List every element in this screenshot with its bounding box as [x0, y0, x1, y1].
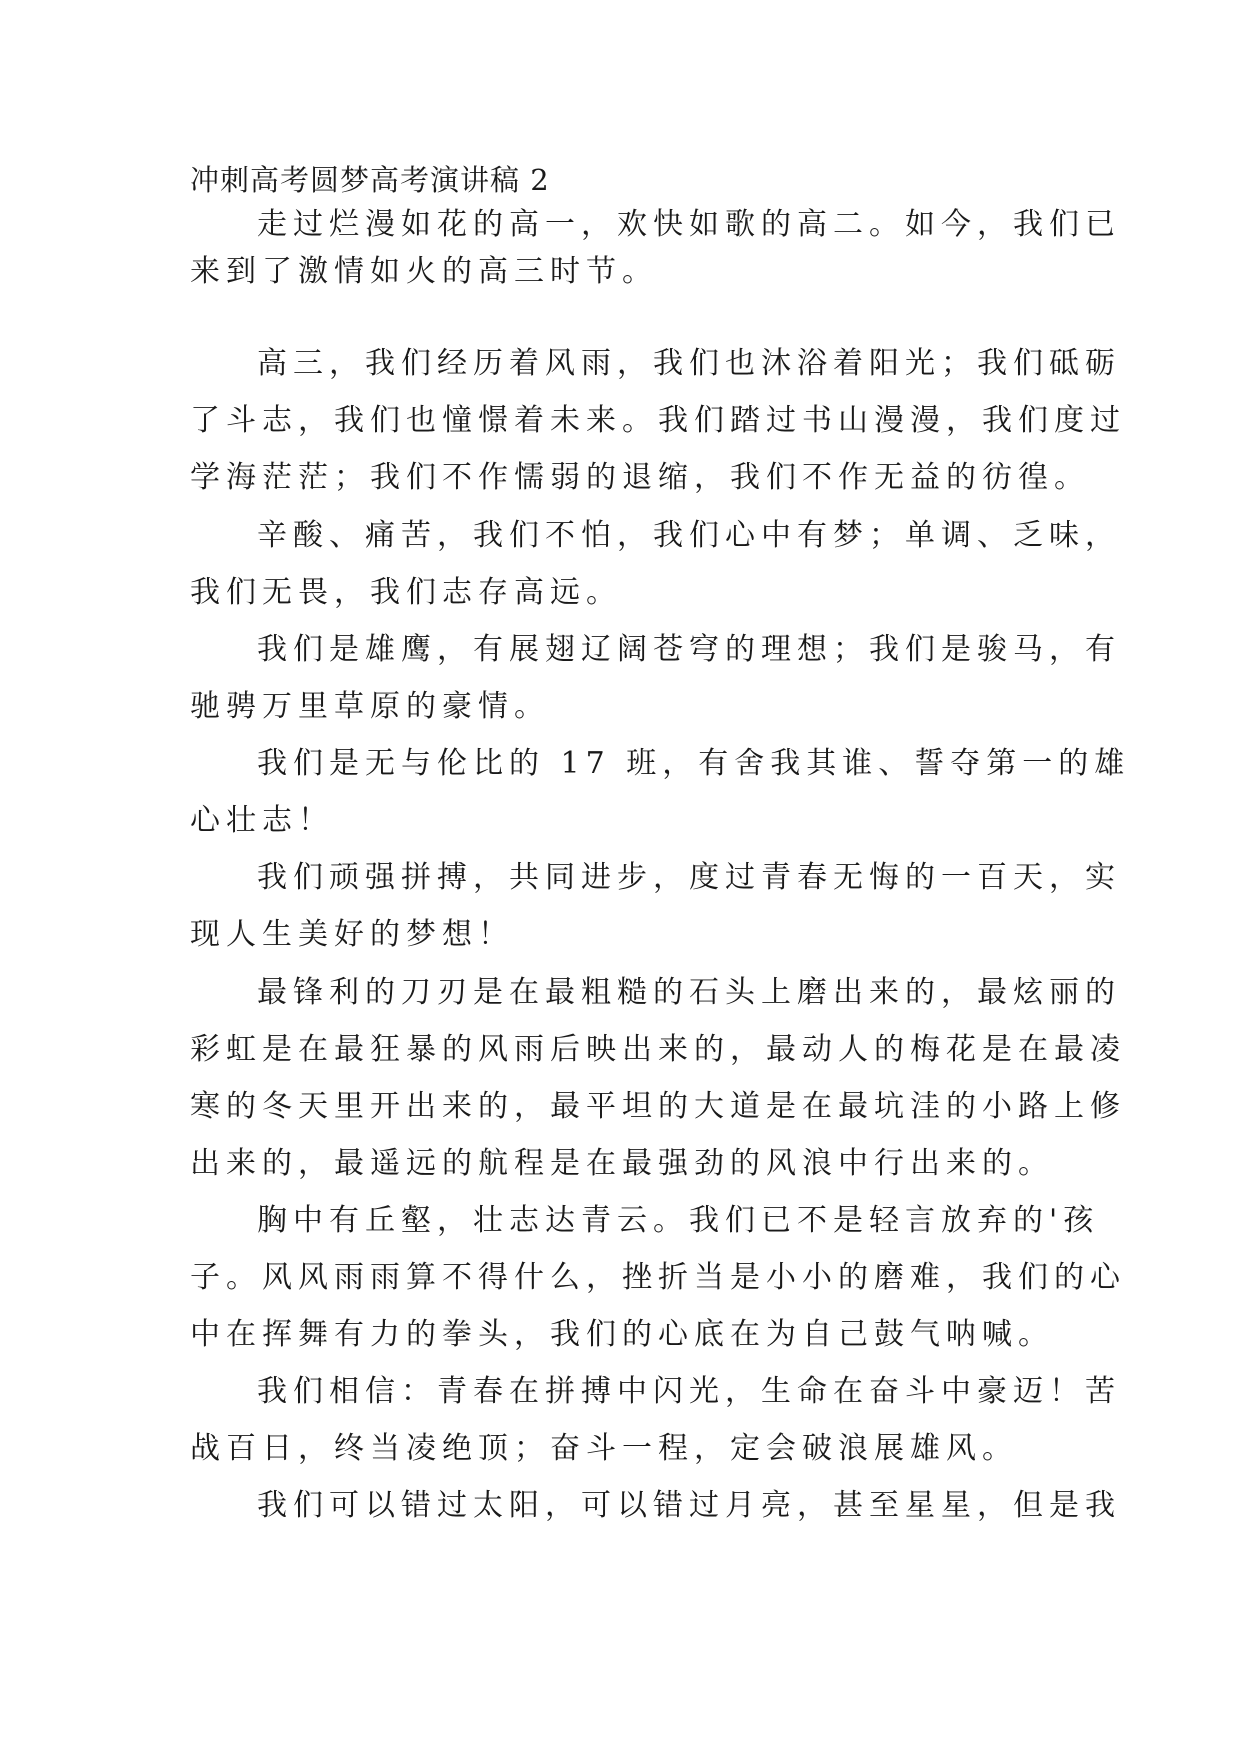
text-line: 中在挥舞有力的拳头，我们的心底在为自己鼓气呐喊。: [190, 1317, 1054, 1352]
text-line: 子。风风雨雨算不得什么，挫折当是小小的磨难，我们的心: [190, 1260, 1126, 1295]
text-line: 辛酸、痛苦，我们不怕，我们心中有梦；单调、乏味，: [257, 518, 1121, 553]
text-line: 我们是雄鹰，有展翅辽阔苍穹的理想；我们是骏马，有: [257, 632, 1121, 667]
text-line: 心壮志！: [190, 803, 334, 838]
text-line: 我们是无与伦比的 17 班，有舍我其谁、誓夺第一的雄: [257, 746, 1131, 781]
text-line: 我们无畏，我们志存高远。: [190, 575, 622, 610]
document-title: 冲刺高考圆梦高考演讲稿 2: [190, 163, 550, 197]
text-line: 我们可以错过太阳，可以错过月亮，甚至星星，但是我: [257, 1488, 1121, 1523]
text-line: 胸中有丘壑，壮志达青云。我们已不是轻言放弃的'孩: [257, 1203, 1100, 1238]
text-line: 了斗志，我们也憧憬着未来。我们踏过书山漫漫，我们度过: [190, 403, 1126, 438]
text-line: 高三，我们经历着风雨，我们也沐浴着阳光；我们砥砺: [257, 346, 1121, 381]
text-line: 彩虹是在最狂暴的风雨后映出来的，最动人的梅花是在最凌: [190, 1032, 1126, 1067]
text-line: 最锋利的刀刃是在最粗糙的石头上磨出来的，最炫丽的: [257, 975, 1121, 1010]
text-line: 来到了激情如火的高三时节。: [190, 254, 658, 289]
text-line: 走过烂漫如花的高一，欢快如歌的高二。如今，我们已: [257, 207, 1121, 242]
text-line: 我们顽强拼搏，共同进步，度过青春无悔的一百天，实: [257, 860, 1121, 895]
text-line: 驰骋万里草原的豪情。: [190, 689, 550, 724]
text-line: 出来的，最遥远的航程是在最强劲的风浪中行出来的。: [190, 1146, 1054, 1181]
text-line: 寒的冬天里开出来的，最平坦的大道是在最坑洼的小路上修: [190, 1089, 1126, 1124]
text-line: 战百日，终当凌绝顶；奋斗一程，定会破浪展雄风。: [190, 1431, 1018, 1466]
text-line: 我们相信：青春在拼搏中闪光，生命在奋斗中豪迈！苦: [257, 1374, 1121, 1409]
text-line: 现人生美好的梦想！: [190, 917, 514, 952]
text-line: 学海茫茫；我们不作懦弱的退缩，我们不作无益的彷徨。: [190, 460, 1090, 495]
